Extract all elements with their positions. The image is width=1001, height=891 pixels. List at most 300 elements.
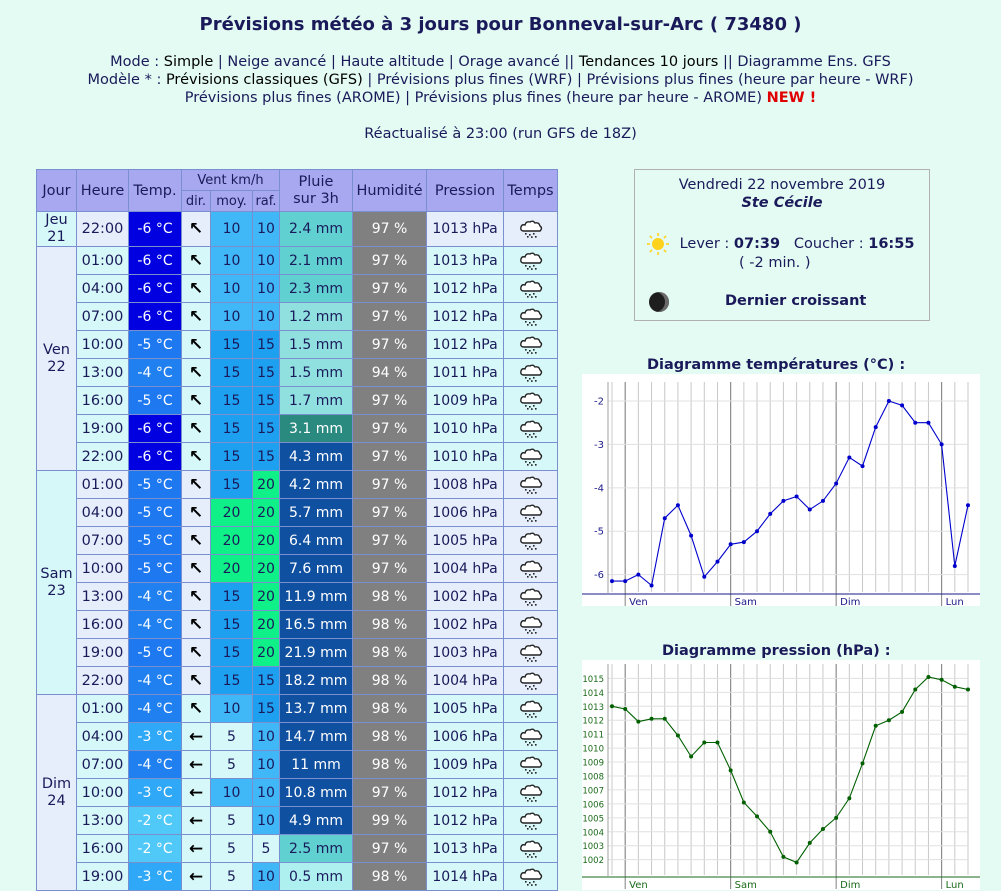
weather-cell <box>504 499 558 527</box>
data-point <box>729 542 733 546</box>
data-point <box>755 814 759 818</box>
data-point <box>742 800 746 804</box>
snow-cloud-icon <box>519 756 543 774</box>
y-tick-label: 1015 <box>582 674 604 685</box>
table-row <box>37 359 558 387</box>
pressure-cell: 1003 hPa <box>427 639 504 667</box>
weather-cell <box>504 275 558 303</box>
rain-cell: 14.7 mm <box>280 723 353 751</box>
day-number: 23 <box>47 582 66 599</box>
x-day-label: Sam <box>734 597 757 606</box>
data-point <box>953 685 957 689</box>
weather-cell <box>504 443 558 471</box>
model-arome-hourly-link[interactable]: Prévisions plus fines (heure par heure - AROME) <box>414 90 762 106</box>
y-tick-label: 1002 <box>582 856 604 867</box>
data-point <box>926 675 930 679</box>
hour-cell: 04:00 <box>77 723 129 751</box>
wind-gust-cell: 10 <box>253 751 280 779</box>
rain-cell: 4.2 mm <box>280 471 353 499</box>
mode-simple-link[interactable]: Simple <box>163 54 214 70</box>
pressure-cell: 1012 hPa <box>427 807 504 835</box>
data-point <box>623 579 627 583</box>
hour-cell: 07:00 <box>77 751 129 779</box>
hour-cell: 22:00 <box>77 667 129 695</box>
snow-cloud-icon <box>519 420 543 438</box>
humidity-cell: 97 % <box>353 527 427 555</box>
model-wrf-hourly-link[interactable]: Prévisions plus fines (heure par heure - WRF) <box>586 72 914 88</box>
humidity-cell: 98 % <box>353 583 427 611</box>
table-row <box>37 499 558 527</box>
y-tick-label: -3 <box>594 439 604 451</box>
hour-cell: 10:00 <box>77 779 129 807</box>
day-cell <box>37 695 77 891</box>
ephemeris-box <box>634 169 930 321</box>
wind-direction-icon: ↖ <box>182 387 211 415</box>
data-point <box>900 710 904 714</box>
humidity-cell: 97 % <box>353 555 427 583</box>
wind-avg-cell: 10 <box>211 275 253 303</box>
humidity-cell: 98 % <box>353 723 427 751</box>
wind-avg-cell: 5 <box>211 863 253 891</box>
temp-cell: -5 °C <box>129 555 182 583</box>
y-tick-label: -2 <box>594 396 604 408</box>
temp-cell: -3 °C <box>129 863 182 891</box>
table-row <box>37 751 558 779</box>
temp-cell: -4 °C <box>129 751 182 779</box>
weather-cell <box>504 527 558 555</box>
x-day-label: Ven <box>629 597 648 606</box>
pressure-cell: 1012 hPa <box>427 275 504 303</box>
pressure-cell: 1006 hPa <box>427 499 504 527</box>
header-jour: Jour <box>37 170 77 212</box>
hour-cell: 01:00 <box>77 695 129 723</box>
wind-avg-cell: 15 <box>211 387 253 415</box>
page-title: Prévisions météo à 3 jours pour Bonneval-sur-Arc ( 73480 ) <box>199 14 802 35</box>
wind-gust-cell: 15 <box>253 387 280 415</box>
x-day-label: Dim <box>840 597 861 606</box>
table-row <box>37 303 558 331</box>
weather-cell <box>504 555 558 583</box>
weather-cell <box>504 247 558 275</box>
wind-gust-cell: 15 <box>253 415 280 443</box>
table-row <box>37 387 558 415</box>
wind-direction-icon: ↖ <box>182 303 211 331</box>
humidity-cell: 98 % <box>353 695 427 723</box>
y-tick-label: 1012 <box>582 716 604 727</box>
data-point <box>768 830 772 834</box>
wind-gust-cell: 20 <box>253 611 280 639</box>
data-point <box>861 464 865 468</box>
humidity-cell: 98 % <box>353 639 427 667</box>
pressure-cell: 1004 hPa <box>427 667 504 695</box>
humidity-cell: 97 % <box>353 247 427 275</box>
rain-cell: 1.7 mm <box>280 387 353 415</box>
wind-direction-icon: ← <box>182 779 211 807</box>
weather-cell <box>504 723 558 751</box>
temp-cell: -4 °C <box>129 611 182 639</box>
table-row <box>37 415 558 443</box>
temp-cell: -5 °C <box>129 527 182 555</box>
table-row <box>37 331 558 359</box>
wind-gust-cell: 20 <box>253 527 280 555</box>
sun-icon <box>647 233 669 255</box>
rain-cell: 2.1 mm <box>280 247 353 275</box>
hour-cell: 16:00 <box>77 835 129 863</box>
wind-avg-cell: 5 <box>211 723 253 751</box>
hour-cell: 13:00 <box>77 359 129 387</box>
humidity-cell: 98 % <box>353 751 427 779</box>
wind-direction-icon: ↖ <box>182 275 211 303</box>
y-tick-label: -6 <box>594 570 604 582</box>
data-point <box>926 421 930 425</box>
wind-gust-cell: 20 <box>253 499 280 527</box>
hour-cell: 16:00 <box>77 387 129 415</box>
data-point <box>874 724 878 728</box>
table-row <box>37 471 558 499</box>
data-point <box>966 503 970 507</box>
data-point <box>808 508 812 512</box>
snow-cloud-icon <box>519 220 543 238</box>
wind-direction-icon: ↖ <box>182 611 211 639</box>
snow-cloud-icon <box>519 840 543 858</box>
header-raf: raf. <box>253 191 280 212</box>
temp-cell: -6 °C <box>129 303 182 331</box>
rain-cell: 1.2 mm <box>280 303 353 331</box>
pressure-cell: 1005 hPa <box>427 695 504 723</box>
wind-direction-icon: ← <box>182 835 211 863</box>
mode-orage-link[interactable]: Orage avancé <box>458 54 560 70</box>
pressure-cell: 1014 hPa <box>427 863 504 891</box>
humidity-cell: 97 % <box>353 387 427 415</box>
wind-gust-cell: 20 <box>253 583 280 611</box>
new-badge: NEW ! <box>766 90 817 106</box>
temp-chart-title: Diagramme températures (°C) : <box>647 357 906 373</box>
weather-cell <box>504 611 558 639</box>
temp-cell: -4 °C <box>129 583 182 611</box>
data-point <box>729 768 733 772</box>
wind-direction-icon: ↖ <box>182 667 211 695</box>
data-point <box>676 734 680 738</box>
data-point <box>900 403 904 407</box>
weather-cell <box>504 863 558 891</box>
snow-cloud-icon <box>519 868 543 886</box>
rain-cell: 18.2 mm <box>280 667 353 695</box>
wind-gust-cell: 10 <box>253 303 280 331</box>
y-tick-label: 1004 <box>582 828 604 839</box>
data-point <box>610 704 614 708</box>
snow-cloud-icon <box>519 644 543 662</box>
sunset-label: Coucher : <box>793 236 864 252</box>
data-point <box>781 855 785 859</box>
humidity-cell: 98 % <box>353 863 427 891</box>
wind-direction-icon: ↖ <box>182 359 211 387</box>
wind-gust-cell: 10 <box>253 723 280 751</box>
wind-gust-cell: 15 <box>253 667 280 695</box>
data-point <box>663 717 667 721</box>
table-row <box>37 555 558 583</box>
day-name: Dim <box>41 775 72 792</box>
pressure-cell: 1010 hPa <box>427 443 504 471</box>
humidity-cell: 97 % <box>353 331 427 359</box>
hour-cell: 10:00 <box>77 555 129 583</box>
humidity-cell: 97 % <box>353 275 427 303</box>
hour-cell: 19:00 <box>77 863 129 891</box>
wind-avg-cell: 15 <box>211 359 253 387</box>
wind-direction-icon: ↖ <box>182 695 211 723</box>
wind-gust-cell: 10 <box>253 275 280 303</box>
pressure-cell: 1013 hPa <box>427 835 504 863</box>
temp-cell: -5 °C <box>129 331 182 359</box>
rain-cell: 13.7 mm <box>280 695 353 723</box>
snow-cloud-icon <box>519 532 543 550</box>
data-point <box>847 455 851 459</box>
table-row <box>37 723 558 751</box>
y-tick-label: 1008 <box>582 772 604 783</box>
data-point <box>650 717 654 721</box>
temp-cell: -4 °C <box>129 695 182 723</box>
weather-cell <box>504 415 558 443</box>
wind-gust-cell: 5 <box>253 835 280 863</box>
snow-cloud-icon <box>519 280 543 298</box>
y-tick-label: 1013 <box>582 702 604 713</box>
wind-gust-cell: 20 <box>253 471 280 499</box>
header-dir: dir. <box>182 191 211 212</box>
weather-cell <box>504 583 558 611</box>
pressure-cell: 1013 hPa <box>427 212 504 247</box>
data-point <box>913 421 917 425</box>
x-day-label: Dim <box>840 880 861 890</box>
y-tick-label: 1014 <box>582 688 604 699</box>
table-row <box>37 527 558 555</box>
wind-gust-cell: 10 <box>253 779 280 807</box>
header-pression: Pression <box>427 170 504 212</box>
wind-avg-cell: 5 <box>211 807 253 835</box>
model-gfs-link[interactable]: Prévisions classiques (GFS) <box>165 72 363 88</box>
pressure-cell: 1010 hPa <box>427 415 504 443</box>
hour-cell: 04:00 <box>77 499 129 527</box>
data-point <box>610 579 614 583</box>
wind-gust-cell: 10 <box>253 247 280 275</box>
sun-times <box>647 233 914 255</box>
data-point <box>689 534 693 538</box>
wind-direction-icon: ↖ <box>182 331 211 359</box>
moon-phase: Dernier croissant <box>725 293 867 309</box>
weather-cell <box>504 471 558 499</box>
rain-cell: 5.7 mm <box>280 499 353 527</box>
data-point <box>940 442 944 446</box>
x-day-label: Lun <box>945 597 964 606</box>
y-tick-label: -4 <box>594 483 604 495</box>
table-row <box>37 695 558 723</box>
hour-cell: 07:00 <box>77 527 129 555</box>
header-vent: Vent km/h <box>182 170 280 191</box>
wind-direction-icon: ← <box>182 807 211 835</box>
temp-cell: -3 °C <box>129 723 182 751</box>
temp-cell: -6 °C <box>129 247 182 275</box>
header-temp: Temp. <box>129 170 182 212</box>
temperature-chart <box>582 374 980 606</box>
wind-avg-cell: 5 <box>211 751 253 779</box>
snow-cloud-icon <box>519 364 543 382</box>
table-row <box>37 639 558 667</box>
wind-avg-cell: 15 <box>211 471 253 499</box>
mode-nav: Mode : Simple | Neige avancé | Haute altitude | Orage avancé || Tendances 10 jours || Diagramme Ens. GFS <box>110 54 891 70</box>
data-point <box>887 718 891 722</box>
table-row <box>37 863 558 891</box>
wind-avg-cell: 20 <box>211 499 253 527</box>
data-point <box>795 860 799 864</box>
daylight-diff: ( -2 min. ) <box>739 255 811 271</box>
pressure-cell: 1012 hPa <box>427 331 504 359</box>
pressure-cell: 1004 hPa <box>427 555 504 583</box>
mode-tendances-link[interactable]: Tendances 10 jours <box>578 54 719 70</box>
table-row <box>37 275 558 303</box>
pressure-cell: 1006 hPa <box>427 723 504 751</box>
pressure-cell: 1002 hPa <box>427 611 504 639</box>
forecast-table <box>36 169 558 891</box>
pressure-cell: 1008 hPa <box>427 471 504 499</box>
humidity-cell: 97 % <box>353 499 427 527</box>
snow-cloud-icon <box>519 560 543 578</box>
humidity-cell: 98 % <box>353 611 427 639</box>
pressure-cell: 1009 hPa <box>427 387 504 415</box>
series-line <box>612 401 968 586</box>
y-tick-label: 1011 <box>582 730 604 741</box>
snow-cloud-icon <box>519 588 543 606</box>
pressure-cell: 1012 hPa <box>427 779 504 807</box>
data-point <box>821 827 825 831</box>
wind-gust-cell: 15 <box>253 695 280 723</box>
wind-gust-cell: 15 <box>253 443 280 471</box>
data-point <box>715 560 719 564</box>
pressure-cell: 1012 hPa <box>427 303 504 331</box>
data-point <box>623 707 627 711</box>
rain-cell: 16.5 mm <box>280 611 353 639</box>
rain-cell: 11 mm <box>280 751 353 779</box>
wind-direction-icon: ↖ <box>182 212 211 247</box>
data-point <box>663 516 667 520</box>
humidity-cell: 98 % <box>353 667 427 695</box>
wind-direction-icon: ↖ <box>182 247 211 275</box>
wind-gust-cell: 15 <box>253 359 280 387</box>
day-cell <box>37 471 77 695</box>
wind-gust-cell: 15 <box>253 331 280 359</box>
table-row <box>37 583 558 611</box>
humidity-cell: 97 % <box>353 415 427 443</box>
wind-avg-cell: 15 <box>211 583 253 611</box>
humidity-cell: 97 % <box>353 443 427 471</box>
data-point <box>650 583 654 587</box>
snow-cloud-icon <box>519 476 543 494</box>
data-point <box>821 499 825 503</box>
hour-cell: 01:00 <box>77 247 129 275</box>
mode-haute-altitude-link[interactable]: Haute altitude <box>340 54 445 70</box>
snow-cloud-icon <box>519 672 543 690</box>
data-point <box>636 720 640 724</box>
rain-cell: 1.5 mm <box>280 331 353 359</box>
header-temps: Temps <box>504 170 558 212</box>
weather-cell <box>504 303 558 331</box>
y-tick-label: 1009 <box>582 758 604 769</box>
day-number: 24 <box>47 792 66 809</box>
temp-cell: -6 °C <box>129 415 182 443</box>
day-cell <box>37 247 77 471</box>
data-point <box>966 688 970 692</box>
header-heure: Heure <box>77 170 129 212</box>
sunset-time: 16:55 <box>868 236 915 252</box>
wind-avg-cell: 15 <box>211 639 253 667</box>
table-row <box>37 443 558 471</box>
snow-cloud-icon <box>519 700 543 718</box>
pressure-cell: 1005 hPa <box>427 527 504 555</box>
rain-cell: 21.9 mm <box>280 639 353 667</box>
snow-cloud-icon <box>519 448 543 466</box>
data-point <box>847 796 851 800</box>
wind-avg-cell: 15 <box>211 415 253 443</box>
temp-cell: -6 °C <box>129 443 182 471</box>
wind-avg-cell: 20 <box>211 527 253 555</box>
header-moy: moy. <box>211 191 253 212</box>
weather-cell <box>504 387 558 415</box>
wind-direction-icon: ← <box>182 723 211 751</box>
header-pluie: Pluie sur 3h <box>280 170 353 212</box>
x-day-label: Lun <box>945 880 964 890</box>
wind-avg-cell: 10 <box>211 779 253 807</box>
temp-cell: -5 °C <box>129 471 182 499</box>
temp-cell: -5 °C <box>129 639 182 667</box>
wind-direction-icon: ↖ <box>182 443 211 471</box>
rain-cell: 10.8 mm <box>280 779 353 807</box>
data-point <box>781 499 785 503</box>
rain-cell: 3.1 mm <box>280 415 353 443</box>
wind-direction-icon: ↖ <box>182 527 211 555</box>
data-point <box>913 688 917 692</box>
x-day-label: Ven <box>629 880 648 890</box>
wind-direction-icon: ↖ <box>182 583 211 611</box>
snow-cloud-icon <box>519 336 543 354</box>
weather-cell <box>504 835 558 863</box>
day-name: Ven <box>43 341 70 358</box>
weather-cell <box>504 331 558 359</box>
snow-cloud-icon <box>519 252 543 270</box>
hour-cell: 10:00 <box>77 331 129 359</box>
wind-avg-cell: 10 <box>211 695 253 723</box>
temp-cell: -5 °C <box>129 499 182 527</box>
weather-cell <box>504 667 558 695</box>
model-nav: Modèle * : Prévisions classiques (GFS) | Prévisions plus fines (WRF) | Prévisions plus fines (heure par heure - WRF) <box>87 72 914 88</box>
wind-avg-cell: 15 <box>211 611 253 639</box>
temp-cell: -6 °C <box>129 275 182 303</box>
mode-diagramme-ens-link[interactable]: Diagramme Ens. GFS <box>737 54 891 70</box>
day-name: Jeu <box>45 212 68 228</box>
ephemeris-date: Vendredi 22 novembre 2019 <box>678 177 886 193</box>
mode-neige-link[interactable]: Neige avancé <box>227 54 327 70</box>
wind-avg-cell: 15 <box>211 443 253 471</box>
table-row <box>37 667 558 695</box>
model-wrf-link[interactable]: Prévisions plus fines (WRF) <box>376 72 573 88</box>
sunrise-time: 07:39 <box>733 236 781 252</box>
data-point <box>755 529 759 533</box>
snow-cloud-icon <box>519 616 543 634</box>
snow-cloud-icon <box>519 784 543 802</box>
data-point <box>808 841 812 845</box>
hour-cell: 07:00 <box>77 303 129 331</box>
weather-cell <box>504 639 558 667</box>
model-arome-link[interactable]: Prévisions plus fines (AROME) <box>184 90 401 106</box>
hour-cell: 19:00 <box>77 415 129 443</box>
pressure-cell: 1002 hPa <box>427 583 504 611</box>
hour-cell: 01:00 <box>77 471 129 499</box>
